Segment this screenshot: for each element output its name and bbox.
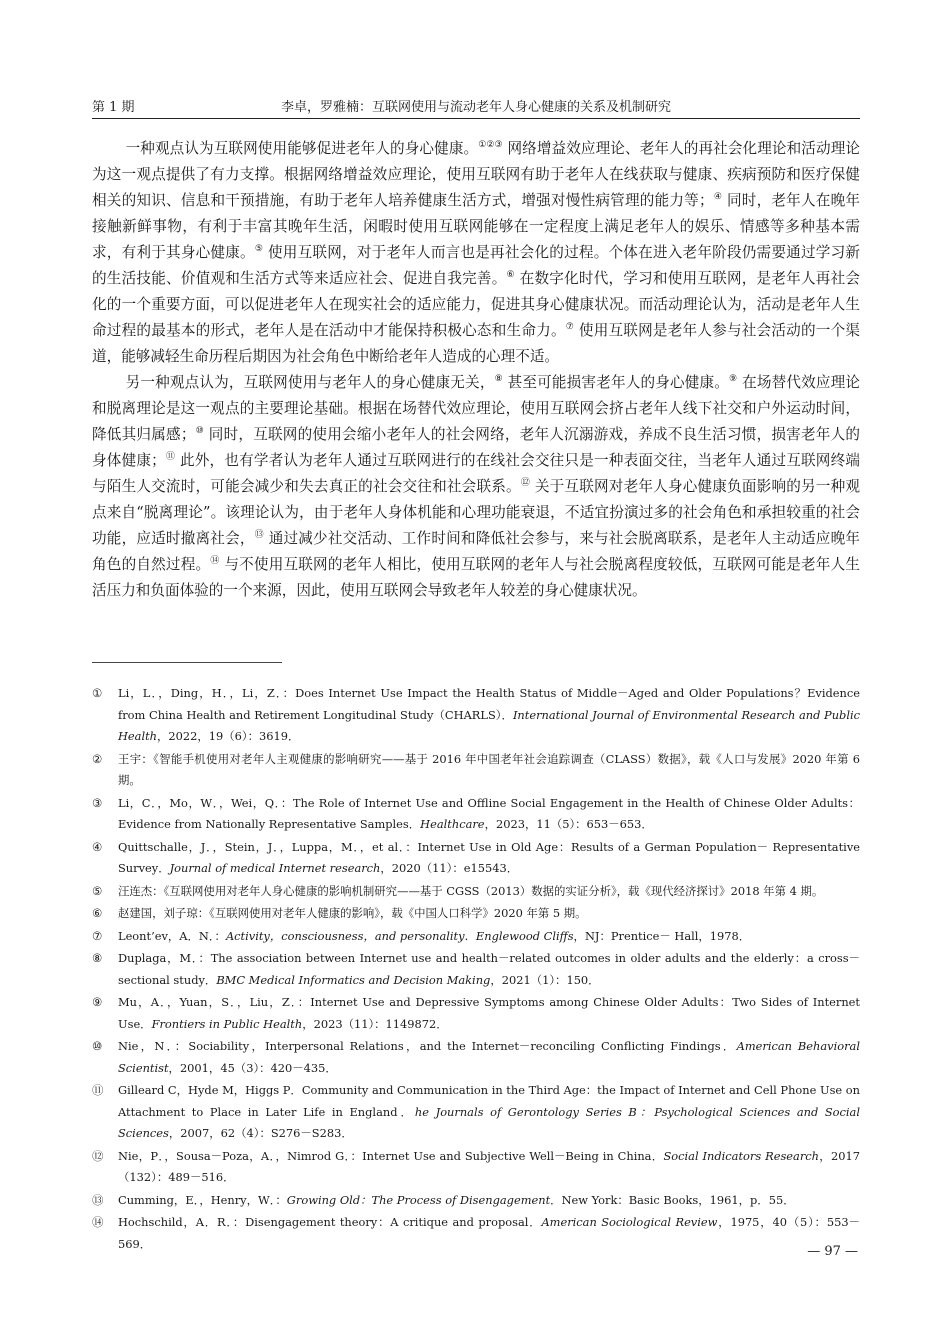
footnote-number: ⑫	[92, 1148, 104, 1163]
footnote-number: ④	[92, 839, 103, 854]
text-run: 关于互联网对老年人身心健康负面影响的另一种观点来自“脱离理论”。该理论认为，由于老年人身体机能和心理功能衰退，不适宜扮演过多的社会角色和承担较重的社会功能，应适时撤离社会，	[92, 478, 860, 547]
citation-italic: Frontiers in Public Health	[151, 1016, 303, 1031]
running-title: 李卓，罗雅楠：互联网使用与流动老年人身心健康的关系及机制研究	[280, 100, 671, 115]
footnote-number: ③	[92, 795, 103, 810]
citation-text: ，2007，62（4）：S276－S283．	[168, 1126, 353, 1140]
footnote	[92, 683, 860, 748]
text-run: 此外，也有学者认为老年人通过互联网进行的在线社会交往只是一种表面交往，当老年人通过互联网终端与陌生人交流时，可能会减少和失去真正的社会交往和社会联系。	[92, 452, 860, 495]
footnote-ref: ⑦	[565, 322, 575, 332]
footnote-number: ⑩	[92, 1039, 103, 1053]
citation-text: ，2020（11）：e15543．	[380, 861, 519, 875]
citation-italic: Healthcare	[420, 817, 485, 831]
citation-text: 赵建国，刘子琼：《互联网使用对老年人健康的影响》，载《中国人口科学》2020 年第 5 期。	[118, 906, 587, 920]
citation-text: Mu，A．，Yuan，S．，Liu，Z．：Internet Use and Depressive Symptoms among Chinese Older Adults：Two Sides of Internet Use．	[118, 995, 860, 1031]
body-paragraph	[92, 370, 860, 604]
footnote-number: ⑤	[92, 883, 103, 898]
text-run: 通过减少社交活动、工作时间和降低社会参与，来与社会脱离联系，是老年人主动适应晚年角色的自然过程。	[92, 530, 860, 573]
citation-text: Leont’ev，A．N．：	[118, 928, 226, 943]
citation-text: Nie，P．，Sousa－Poza，A．，Nimrod G．：Internet Use and Subjective Well－Being in China．	[118, 1148, 664, 1163]
footnote	[92, 1212, 860, 1255]
text-run: 一种观点认为互联网使用能够促进老年人的身心健康。	[125, 140, 479, 157]
text-run: 在数字化时代，学习和使用互联网，是老年人再社会化的一个重要方面，可以促进老年人在现实社会的适应能力，促进其身心健康状况。而活动理论认为，活动是老年人生命过程的最基本的形式，老年人是在活动中才能保持积极心态和生命力。	[92, 270, 860, 339]
citation-italic: he Journals of Gerontology Series B：Psychological Sciences and Social Sciences	[118, 1104, 860, 1140]
footnotes	[92, 683, 860, 1256]
citation-text: Li，L．，Ding，H．，Li，Z．：Does Internet Use Impact the Health Status of Middle－Aged and Older Populations？Evidence from China Health and Retirement Longitudinal Study（CHARLS）．	[118, 686, 860, 722]
citation-text: 王宇：《智能手机使用对老年人主观健康的影响研究——基于 2016 年中国老年社会追踪调查（CLASS）数据》，载《人口与发展》2020 年第 6 期。	[118, 751, 860, 787]
footnote-ref: ⑥	[506, 270, 515, 280]
footnote-ref: ⑨	[729, 374, 738, 384]
footnote-separator	[92, 662, 282, 663]
footnote	[92, 992, 860, 1035]
footnote-ref: ⑧	[494, 374, 503, 384]
footnote-ref: ⑫	[520, 478, 531, 488]
footnote	[92, 837, 860, 880]
text-run: 与不使用互联网的老年人相比，使用互联网的老年人与社会脱离程度较低，互联网可能是老年人生活压力和负面体验的一个来源，因此，使用互联网会导致老年人较差的身心健康状况。	[92, 556, 860, 599]
citation-italic: Journal of medical Internet research	[169, 861, 381, 875]
footnote-number: ⑧	[92, 951, 103, 965]
citation-text: ，2023，11（5）：653－653．	[484, 817, 653, 831]
footnote-ref: ④	[713, 192, 723, 202]
footnote-ref: ⑭	[210, 556, 220, 566]
citation-text: 汪连杰：《互联网使用对老年人身心健康的影响机制研究——基于 CGSS（2013）数据的实证分析》，载《现代经济探讨》2018 年第 4 期。	[118, 883, 824, 898]
issue-label: 第 1 期	[92, 100, 135, 115]
text-run: 同时，老年人在晚年接触新鲜事物，有利于丰富其晚年生活，闲暇时使用互联网能够在一定程度上满足老年人的娱乐、情感等多种基本需求，有利于其身心健康。	[92, 192, 860, 261]
footnote-ref: ⑪	[165, 452, 176, 462]
body-text	[92, 136, 860, 604]
footnote-ref: ⑬	[254, 530, 264, 540]
text-run: 在场替代效应理论和脱离理论是这一观点的主要理论基础。根据在场替代效应理论，使用互联网会挤占老年人线下社交和户外运动时间，降低其归属感；	[92, 374, 861, 443]
footnote-ref: ⑤	[254, 244, 264, 254]
citation-text: Cumming，E．，Henry，W．：	[118, 1192, 287, 1207]
citation-text: Quittschalle，J．，Stein，J．，Luppa，M．，et al．：Internet Use in Old Age：Results of a German Population－ Representative Survey．	[118, 839, 860, 875]
footnote	[92, 793, 860, 836]
footnote-number: ⑭	[92, 1215, 104, 1229]
running-header	[92, 94, 860, 119]
footnote	[92, 749, 860, 792]
footnote	[92, 1146, 860, 1189]
text-run: 另一种观点认为，互联网使用与老年人的身心健康无关，	[125, 374, 495, 391]
text-run: 使用互联网，对于老年人而言也是再社会化的过程。个体在进入老年阶段仍需要通过学习新的生活技能、价值观和生活方式等来适应社会、促进自我完善。	[92, 244, 860, 287]
citation-text: ，2017（132）：489－516．	[118, 1148, 860, 1184]
footnote	[92, 903, 860, 925]
footnote-number: ⑨	[92, 995, 103, 1009]
footnote-number: ⑬	[92, 1192, 104, 1207]
footnote-number: ⑦	[92, 928, 103, 943]
footnote-ref: ①②③	[478, 140, 503, 150]
footnote-ref: ⑩	[195, 426, 204, 436]
citation-text: ，2023（11）：1149872．	[302, 1016, 448, 1031]
footnote-number: ⑥	[92, 906, 103, 920]
footnote	[92, 1190, 860, 1212]
body-paragraph	[92, 136, 860, 370]
citation-italic: American Sociological Review	[541, 1215, 718, 1229]
footnote	[92, 948, 860, 991]
page-number: — 97 —	[807, 1244, 858, 1259]
citation-text: Gilleard C，Hyde M，Higgs P．Community and Communication in the Third Age：the Impact of Internet and Cell Phone Use on Attachment to Place in Later Life in England．	[118, 1083, 860, 1119]
footnote	[92, 1036, 860, 1079]
text-run: 网络增益效应理论、老年人的再社会化理论和活动理论为这一观点提供了有力支撑。根据网络增益效应理论，使用互联网有助于老年人在线获取与健康、疾病预防和医疗保健相关的知识、信息和干预措施，有助于老年人培养健康生活方式，增强对慢性病管理的能力等；	[92, 140, 860, 209]
citation-italic: Activity，consciousness，and personality．Englewood Cliffs	[225, 928, 574, 943]
citation-italic: Growing Old：The Process of Disengagement	[286, 1192, 551, 1207]
footnote-number: ⑪	[92, 1083, 104, 1097]
citation-text: Nie，N．：Sociability，Interpersonal Relations，and the Internet－reconciling Conflicting Findings．	[118, 1039, 737, 1053]
footnote-number: ②	[92, 751, 103, 766]
citation-italic: International Journal of Environmental Research and Public Health	[118, 707, 860, 743]
footnote-number: ①	[92, 686, 103, 700]
citation-text: ，NJ：Prentice－ Hall，1978．	[573, 928, 751, 943]
citation-italic: BMC Medical Informatics and Decision Making	[216, 972, 491, 987]
citation-text: ．New York：Basic Books，1961，p．55．	[550, 1192, 795, 1207]
footnote	[92, 1080, 860, 1145]
text-run: 同时，互联网的使用会缩小老年人的社会网络，老年人沉溺游戏，养成不良生活习惯，损害老年人的身体健康；	[92, 426, 860, 469]
text-run: 使用互联网是老年人参与社会活动的一个渠道，能够减轻生命历程后期因为社会角色中断给老年人造成的心理不适。	[92, 322, 860, 365]
citation-italic: American Behavioral Scientist	[118, 1039, 860, 1075]
text-run: 甚至可能损害老年人的身心健康。	[502, 374, 730, 391]
citation-italic: Social Indicators Research	[663, 1148, 819, 1163]
footnote	[92, 881, 860, 903]
citation-text: Hochschild，A．R．：Disengagement theory：A critique and proposal．	[118, 1215, 542, 1229]
footnote	[92, 926, 860, 948]
citation-text: Li，C．，Mo，W．，Wei，Q．：The Role of Internet Use and Offline Social Engagement in the Health of Chinese Older Adults：Evidence from Nationally Representative Samples．	[118, 795, 860, 831]
citation-text: ，1975，40（5）：553－569．	[118, 1215, 860, 1251]
citation-text: ，2021（1）：150．	[490, 972, 600, 987]
citation-text: Duplaga，M．：The association between Internet use and health－related outcomes in older adults and the elderly：a cross－sectional study．	[118, 951, 860, 987]
citation-text: ，2022，19（6）：3619．	[157, 729, 300, 743]
citation-text: ，2001，45（3）：420－435．	[168, 1060, 337, 1075]
